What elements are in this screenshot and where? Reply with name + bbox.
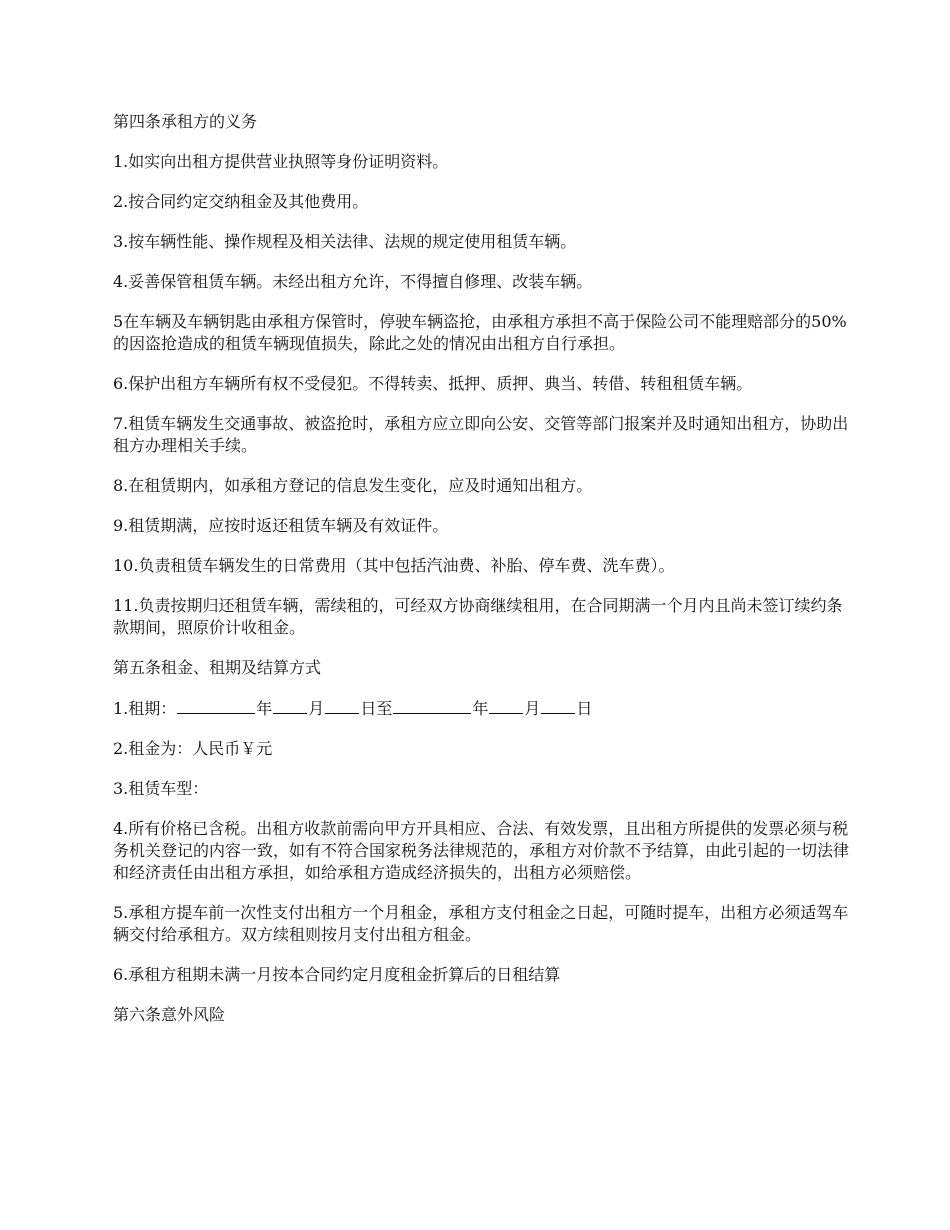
- term-day-to-label: 日至: [360, 699, 393, 718]
- article-4-item-6: 6.保护出租方车辆所有权不受侵犯。不得转卖、抵押、质押、典当、转借、转租租赁车辆。: [113, 374, 753, 393]
- vehicle-model-line: 3.租赁车型：: [113, 779, 209, 798]
- article-4-item-4: 4.妥善保管租赁车辆。未经出租方允许，不得擅自修理、改装车辆。: [113, 272, 593, 291]
- rental-term-prefix: 1.租期：: [113, 699, 177, 718]
- document-page: [113, 111, 853, 1044]
- end-day-blank[interactable]: [541, 697, 575, 714]
- article-4-item-9: 9.租赁期满，应按时返还租赁车辆及有效证件。: [113, 516, 449, 535]
- article-4-item-10: 10.负责租赁车辆发生的日常费用（其中包括汽油费、补胎、停车费、洗车费）。: [113, 556, 675, 575]
- term-year2-label: 年: [472, 699, 489, 718]
- end-year-blank[interactable]: [393, 697, 471, 714]
- article-5-item-5: 5.承租方提车前一次性支付出租方一个月租金，承租方支付租金之日起，可随时提车，出租方必须适驾车辆交付给承租方。双方续租则按月支付出租方租金。: [113, 903, 849, 944]
- article-5-item-4: 4.所有价格已含税。出租方收款前需向甲方开具相应、合法、有效发票，且出租方所提供的发票必须与税务机关登记的内容一致，如有不符合国家税务法律规范的，承租方对价款不予结算，由此引起的一切法律和经济责任由出租方承担，如给承租方造成经济损失的，出租方必须赔偿。: [113, 819, 850, 882]
- start-year-blank[interactable]: [177, 697, 255, 714]
- article-5-item-6: 6.承租方租期未满一月按本合同约定月度租金折算后的日租结算: [113, 965, 561, 984]
- article-4-heading: 第四条承租方的义务: [113, 112, 258, 131]
- term-day2-label: 日: [576, 699, 593, 718]
- rental-term-line: [113, 697, 853, 720]
- start-day-blank[interactable]: [325, 697, 359, 714]
- article-4-item-8: 8.在租赁期内，如承租方登记的信息发生变化，应及时通知出租方。: [113, 476, 593, 495]
- article-4-item-7: 7.租赁车辆发生交通事故、被盗抢时，承租方应立即向公安、交管等部门报案并及时通知出租方，协助出租方办理相关手续。: [113, 414, 849, 455]
- article-4-item-5: 5在车辆及车辆钥匙由承租方保管时，停驶车辆盗抢，由承租方承担不高于保险公司不能理赔部分的50%的因盗抢造成的租赁车辆现值损失，除此之处的情况由出租方自行承担。: [113, 312, 847, 353]
- term-month-label: 月: [308, 699, 325, 718]
- term-year-label: 年: [256, 699, 273, 718]
- rent-amount-line: 2.租金为：人民币￥元: [113, 739, 273, 758]
- article-4-item-3: 3.按车辆性能、操作规程及相关法律、法规的规定使用租赁车辆。: [113, 232, 577, 251]
- article-6-heading: 第六条意外风险: [113, 1005, 226, 1024]
- article-5-heading: 第五条租金、租期及结算方式: [113, 658, 322, 677]
- start-month-blank[interactable]: [273, 697, 307, 714]
- term-month2-label: 月: [524, 699, 541, 718]
- end-month-blank[interactable]: [489, 697, 523, 714]
- article-4-item-2: 2.按合同约定交纳租金及其他费用。: [113, 192, 369, 211]
- article-4-item-1: 1.如实向出租方提供营业执照等身份证明资料。: [113, 152, 449, 171]
- article-4-item-11: 11.负责按期归还租赁车辆，需续租的，可经双方协商继续租用，在合同期满一个月内且尚未签订续约条款期间，照原价计收租金。: [113, 596, 843, 637]
